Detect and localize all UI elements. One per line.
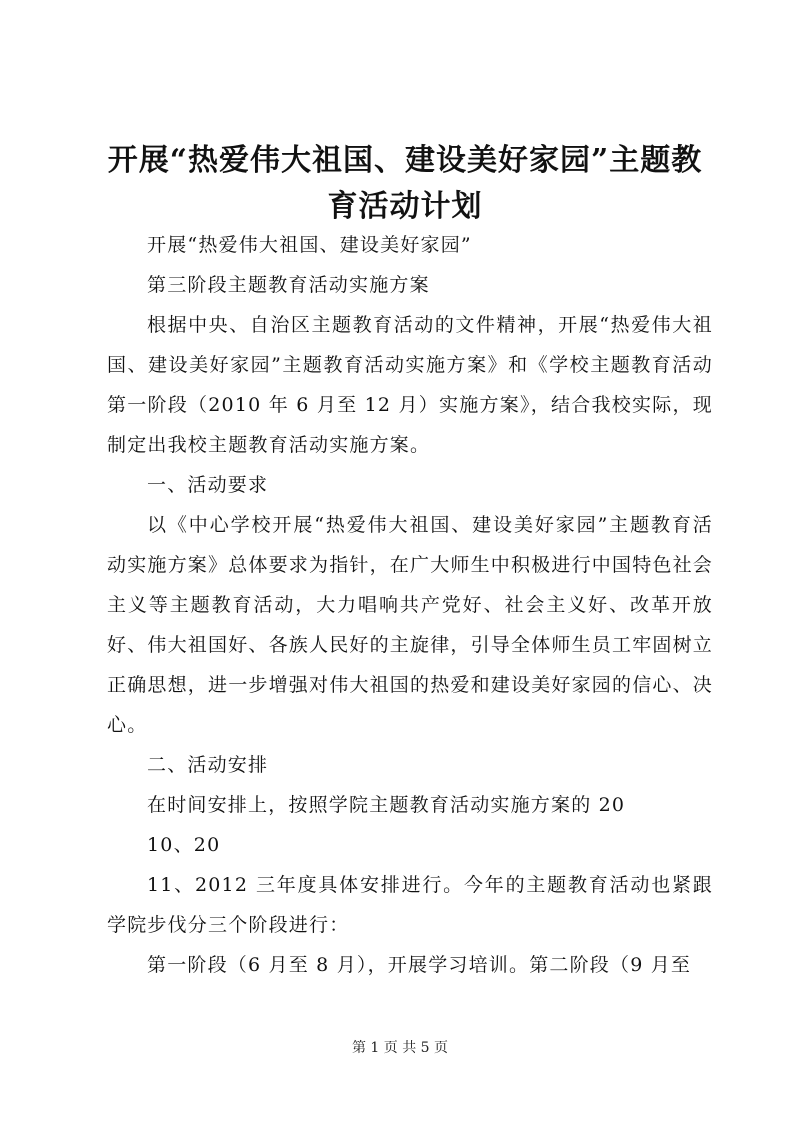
- page-footer: 第 1 页 共 5 页: [351, 1040, 449, 1056]
- paragraph-subtitle-1: 开展“热爱伟大祖国、建设美好家园”: [147, 234, 472, 256]
- document-body: [107, 225, 713, 985]
- paragraph-arrangement-2: 10、20: [147, 834, 221, 856]
- paragraph-arrangement-1: 在时间安排上，按照学院主题教育活动实施方案的 20: [147, 794, 626, 816]
- section-heading-arrangement: 二、活动安排: [147, 754, 269, 776]
- paragraph-phase-1: 第一阶段（6 月至 8 月），开展学习培训。第二阶段（9 月至: [147, 954, 692, 976]
- paragraph-intro: 根据中央、自治区主题教育活动的文件精神，开展“热爱伟大祖国、建设美好家园”主题教育活动实施方案》和《学校主题教育活动第一阶段（2010 年 6 月至 12 月）实施方案》，结合我校实际，现制定出我校主题教育活动实施方案。: [107, 314, 713, 456]
- paragraph-subtitle-2: 第三阶段主题教育活动实施方案: [147, 274, 430, 296]
- paragraph-requirements: 以《中心学校开展“热爱伟大祖国、建设美好家园”主题教育活动实施方案》总体要求为指针，在广大师生中积极进行中国特色社会主义等主题教育活动，大力唱响共产党好、社会主义好、改革开放好、伟大祖国好、各族人民好的主旋律，引导全体师生员工牢固树立正确思想，进一步增强对伟大祖国的热爱和建设美好家园的信心、决心。: [107, 514, 714, 736]
- paragraph-arrangement-3: 11、2012 三年度具体安排进行。今年的主题教育活动也紧跟学院步伐分三个阶段进行：: [107, 874, 713, 936]
- section-heading-requirements: 一、活动要求: [147, 474, 269, 496]
- document-title: 开展“热爱伟大祖国、建设美好家园”主题教育活动计划: [107, 143, 703, 224]
